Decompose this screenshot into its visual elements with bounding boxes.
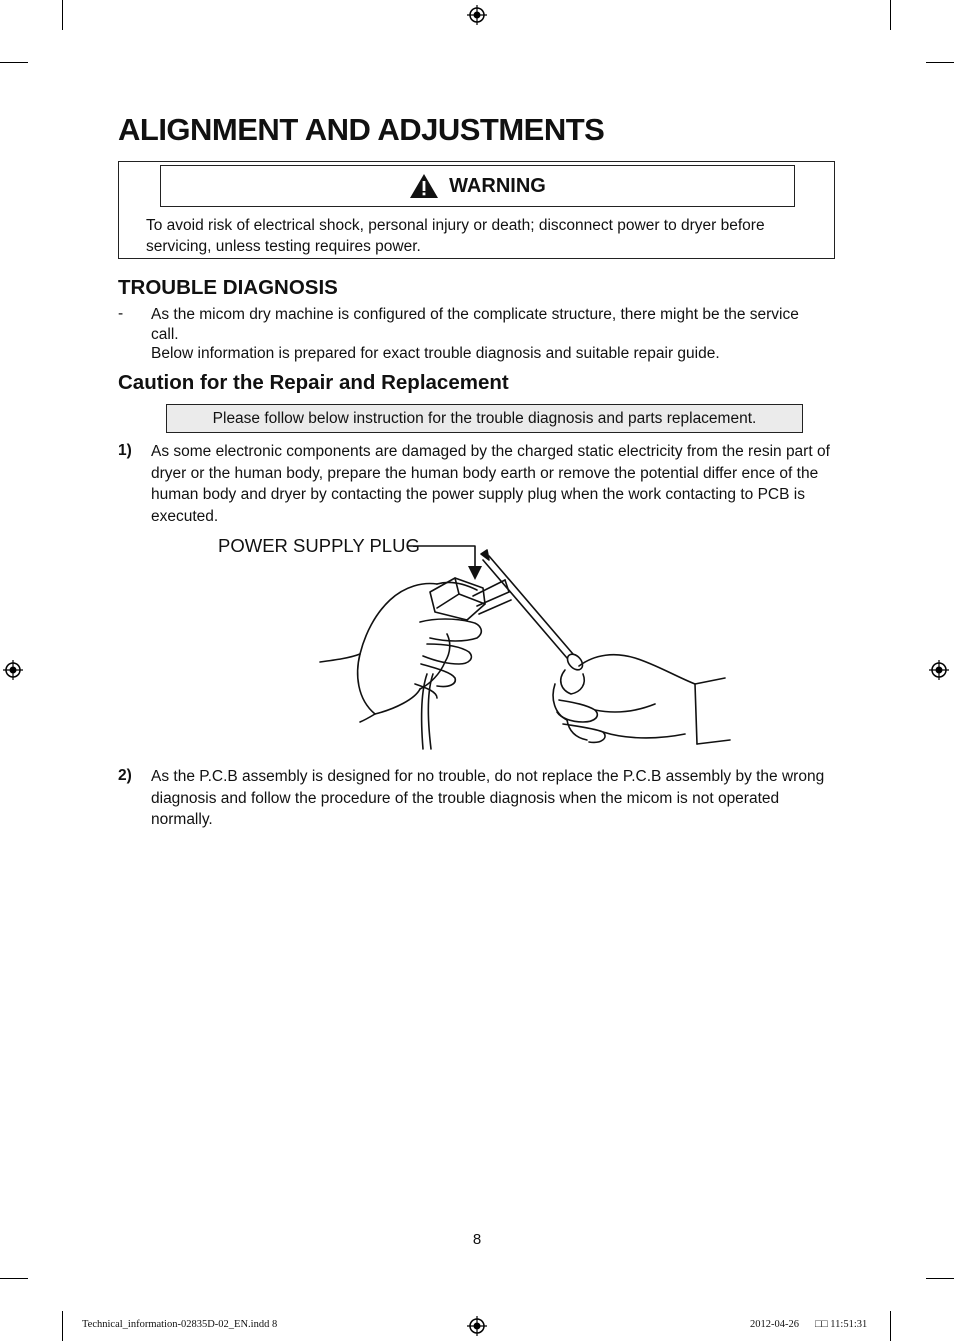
crop-mark — [0, 1278, 28, 1279]
power-supply-plug-callout: POWER SUPPLY PLUG — [218, 535, 420, 556]
item-text: As some electronic components are damaged by the charged static electricity from the resin part of dryer or the human body, prepare the human body earth or remove the potential differ ence of the human body and dryer by contacting the power supply plug when the work contacting to PCB is executed. — [151, 443, 830, 526]
item-text: As the P.C.B assembly is designed for no trouble, do not replace the P.C.B assembly by the wrong diagnosis and follow the procedure of the trouble diagnosis when the micom is not operated normally. — [151, 768, 825, 829]
trouble-diagnosis-line: Below information is prepared for exact trouble diagnosis and suitable repair guide. — [151, 345, 720, 362]
warning-label: WARNING — [449, 174, 546, 197]
slug-date: 2012-04-26 — [750, 1319, 799, 1330]
warning-triangle-icon — [409, 173, 439, 199]
slug-time: □□ 11:51:31 — [815, 1319, 868, 1330]
trouble-diagnosis-heading: TROUBLE DIAGNOSIS — [118, 276, 338, 299]
trouble-diagnosis-line: As the micom dry machine is configured of the complicate structure, there might be the service call. — [151, 306, 799, 343]
crop-mark — [890, 0, 891, 30]
item-number: 1) — [118, 442, 132, 459]
page-number: 8 — [472, 1231, 482, 1248]
crop-mark — [890, 1311, 891, 1341]
bullet-dash: - — [118, 305, 124, 322]
slug-filename: Technical_information-02835D-02_EN.indd 8 — [82, 1319, 278, 1330]
warning-text: To avoid risk of electrical shock, personal injury or death; disconnect power to dryer before servicing, unless testing requires power. — [146, 217, 765, 255]
crop-mark — [62, 1311, 63, 1341]
instruction-note: Please follow below instruction for the trouble diagnosis and parts replacement. — [166, 404, 803, 433]
registration-mark-icon — [929, 660, 949, 680]
crop-mark — [0, 62, 28, 63]
page-title: ALIGNMENT AND ADJUSTMENTS — [118, 112, 605, 147]
crop-mark — [62, 0, 63, 30]
crop-mark — [926, 1278, 954, 1279]
caution-heading: Caution for the Repair and Replacement — [118, 371, 509, 394]
item-number: 2) — [118, 767, 132, 784]
registration-mark-icon — [467, 1316, 487, 1336]
crop-mark — [926, 62, 954, 63]
warning-header — [160, 165, 795, 207]
trouble-diagnosis-text — [151, 305, 831, 364]
warning-box — [118, 161, 835, 259]
registration-mark-icon — [3, 660, 23, 680]
registration-mark-icon — [467, 5, 487, 25]
power-plug-illustration — [215, 534, 745, 754]
